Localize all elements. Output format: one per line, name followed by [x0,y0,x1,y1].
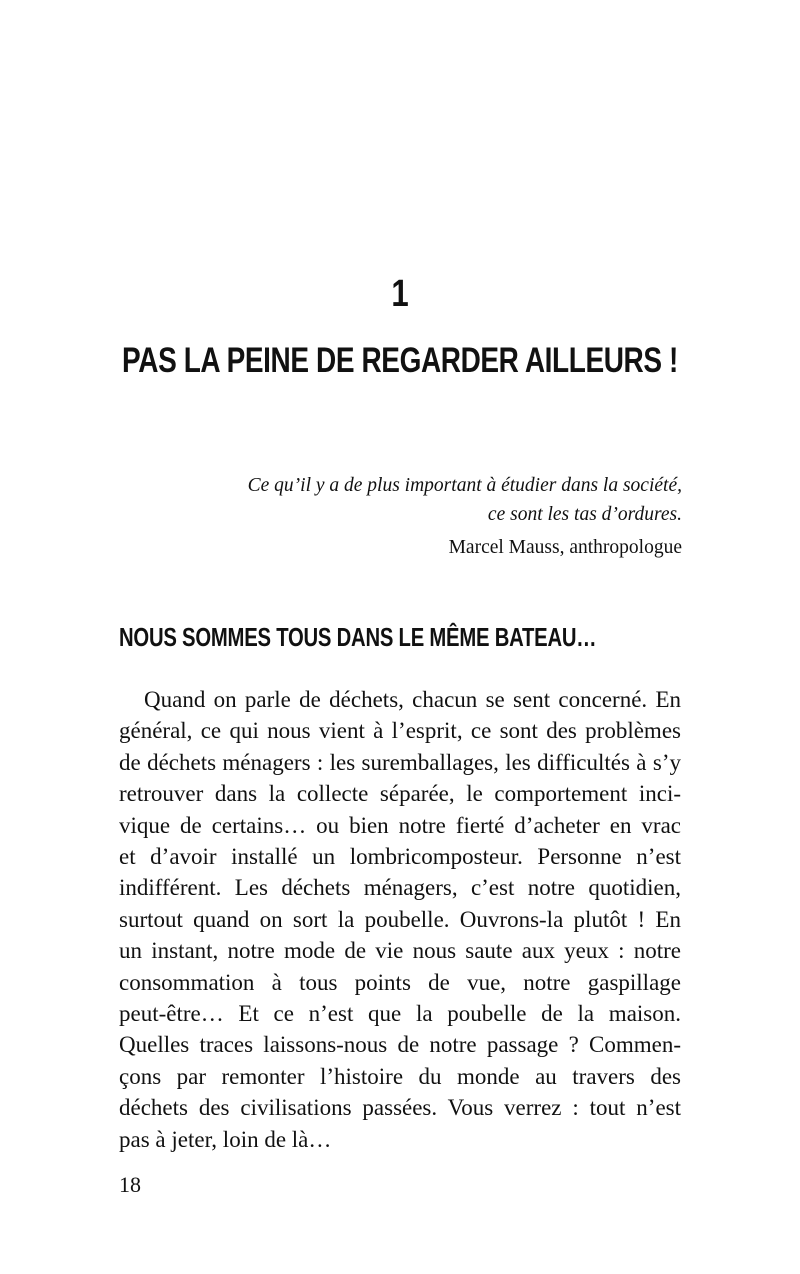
chapter-title: PAS LA PEINE DE REGARDER AILLEURS ! [122,341,678,380]
body-line: et d’avoir installé un lombricomposteur. Personne n’est [119,844,681,870]
body-line: consommation à tous points de vue, notre gaspillage [119,969,681,995]
epigraph-quote-line: ce sont les tas d’ordures. [487,504,682,525]
epigraph-quote-line: Ce qu’il y a de plus important à étudier dans la société, [247,475,682,496]
body-line: un instant, notre mode de vie nous saute aux yeux : notre [119,938,681,964]
body-line: indifférent. Les déchets ménagers, c’est notre quotidien, [119,875,681,901]
body-line: retrouver dans la collecte séparée, le comportement inci- [119,781,681,807]
body-line: déchets des civilisations passées. Vous verrez : tout n’est [119,1095,681,1121]
epigraph [248,471,682,562]
body-line: çons par remonter l’histoire du monde au travers des [119,1063,681,1089]
body-line: pas à jeter, loin de là… [119,1126,332,1152]
chapter-number: 1 [391,273,409,315]
page-number: 18 [119,1172,141,1197]
body-line: Quand on parle de déchets, chacun se sent concerné. En [144,687,681,712]
epigraph-attribution: Marcel Mauss, anthropologue [448,537,682,558]
body-paragraph [119,684,681,1155]
body-line: surtout quand on sort la poubelle. Ouvrons-la plutôt ! En [119,906,681,932]
body-line: peut-être… Et ce n’est que la poubelle de la maison. [119,1001,681,1027]
body-line: général, ce qui nous vient à l’esprit, ce sont des problèmes [119,718,681,744]
section-heading: NOUS SOMMES TOUS DANS LE MÊME BATEAU… [119,622,597,652]
body-line: de déchets ménagers : les suremballages, les difficultés à s’y [119,749,681,775]
body-line: vique de certains… ou bien notre fierté d’acheter en vrac [119,812,681,838]
body-line: Quelles traces laissons-nous de notre passage ? Commen- [119,1032,681,1058]
